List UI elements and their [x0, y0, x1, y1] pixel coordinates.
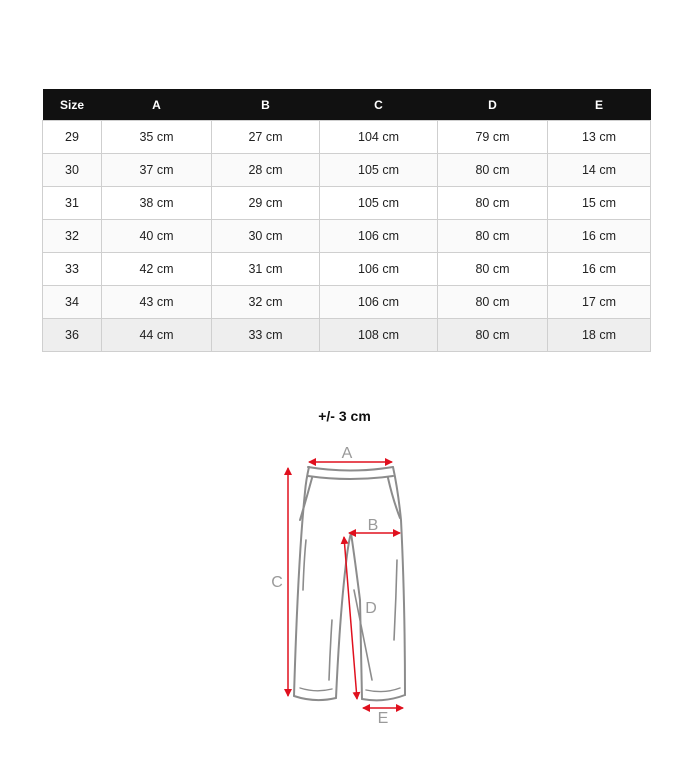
cell-e: 14 cm [548, 154, 651, 187]
cell-e: 15 cm [548, 187, 651, 220]
cell-c: 104 cm [320, 121, 438, 154]
cell-e: 16 cm [548, 253, 651, 286]
cell-e: 17 cm [548, 286, 651, 319]
label-b: B [367, 517, 379, 534]
cell-e: 13 cm [548, 121, 651, 154]
cell-c: 106 cm [320, 286, 438, 319]
header-b: B [212, 89, 320, 121]
cell-d: 80 cm [438, 319, 548, 352]
cell-a: 38 cm [102, 187, 212, 220]
right-hem-stitch [366, 688, 400, 692]
cell-c: 108 cm [320, 319, 438, 352]
left-outer-seam [294, 467, 309, 696]
cell-b: 27 cm [212, 121, 320, 154]
cell-d: 80 cm [438, 220, 548, 253]
left-inseam [336, 533, 351, 698]
cell-a: 43 cm [102, 286, 212, 319]
measurement-tolerance: +/- 3 cm [318, 408, 371, 424]
cell-d: 80 cm [438, 286, 548, 319]
right-inseam [351, 533, 362, 699]
cell-c: 105 cm [320, 187, 438, 220]
cell-e: 16 cm [548, 220, 651, 253]
cell-size: 31 [43, 187, 102, 220]
cell-d: 80 cm [438, 187, 548, 220]
left-hem-stitch [300, 688, 332, 691]
cell-b: 31 cm [212, 253, 320, 286]
left-fold-line [329, 620, 332, 680]
left-hem [294, 696, 336, 700]
label-c: C [271, 574, 283, 591]
cell-b: 30 cm [212, 220, 320, 253]
cell-a: 40 cm [102, 220, 212, 253]
cell-size: 29 [43, 121, 102, 154]
label-a: A [341, 445, 353, 462]
label-d: D [365, 600, 377, 617]
cell-size: 33 [43, 253, 102, 286]
header-a: A [102, 89, 212, 121]
cell-d: 80 cm [438, 154, 548, 187]
cell-a: 44 cm [102, 319, 212, 352]
cell-a: 42 cm [102, 253, 212, 286]
cell-c: 106 cm [320, 220, 438, 253]
cell-d: 79 cm [438, 121, 548, 154]
cell-size: 30 [43, 154, 102, 187]
cell-b: 32 cm [212, 286, 320, 319]
cell-c: 106 cm [320, 253, 438, 286]
cell-size: 36 [43, 319, 102, 352]
cell-d: 80 cm [438, 253, 548, 286]
cell-size: 32 [43, 220, 102, 253]
header-d: D [438, 89, 548, 121]
cell-b: 33 cm [212, 319, 320, 352]
waistband-bottom [308, 476, 393, 479]
label-e: E [377, 710, 389, 727]
cell-b: 28 cm [212, 154, 320, 187]
waistband-top [308, 467, 393, 471]
header-e: E [548, 89, 651, 121]
cell-a: 35 cm [102, 121, 212, 154]
cell-c: 105 cm [320, 154, 438, 187]
header-c: C [320, 89, 438, 121]
trousers-outline [294, 467, 405, 700]
cell-size: 34 [43, 286, 102, 319]
right-fold-line [394, 560, 397, 640]
cell-e: 18 cm [548, 319, 651, 352]
header-size: Size [43, 89, 102, 121]
cell-b: 29 cm [212, 187, 320, 220]
left-upper-fold [303, 540, 306, 590]
cell-a: 37 cm [102, 154, 212, 187]
right-hem [362, 695, 405, 700]
